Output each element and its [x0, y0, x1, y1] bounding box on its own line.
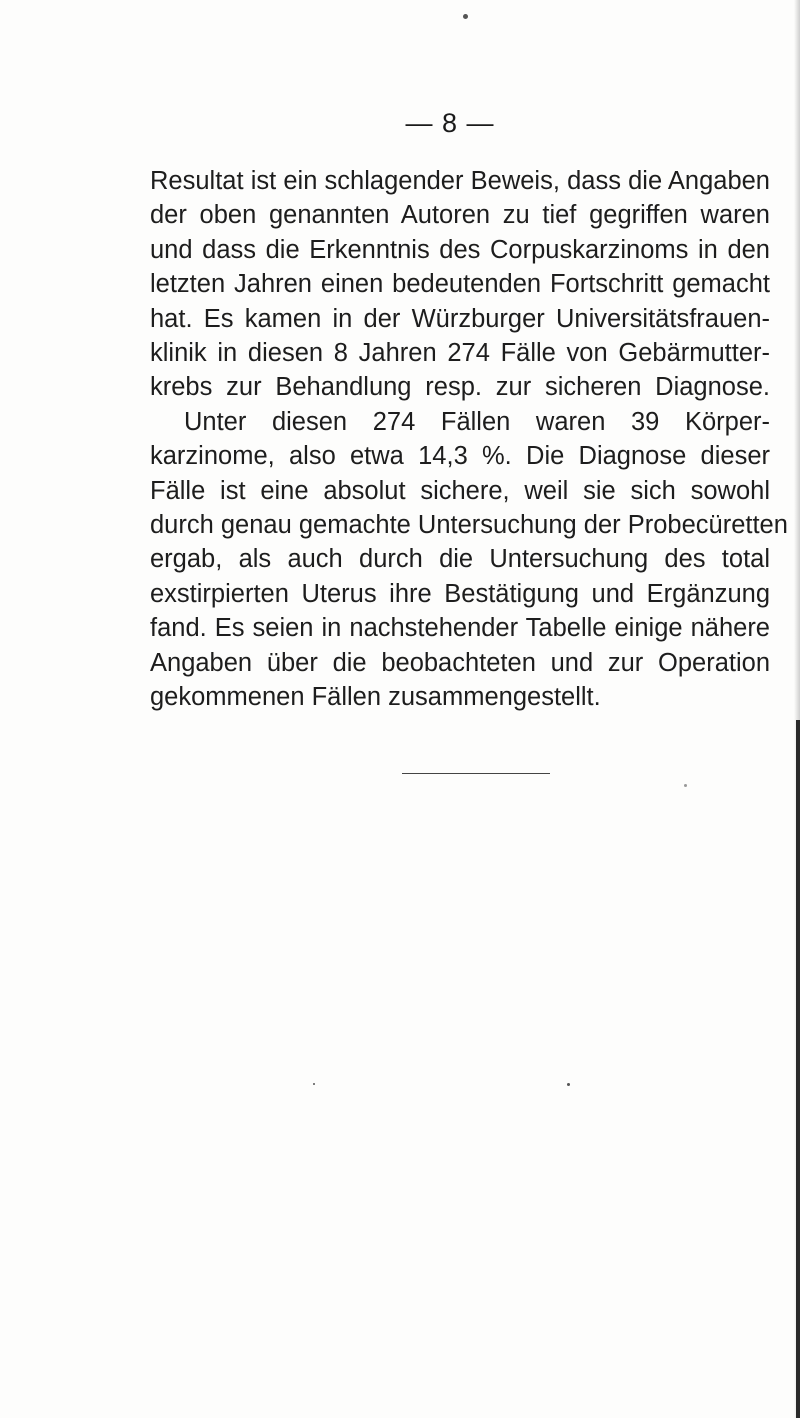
text-line: der oben genannten Autoren zu tief gegriffen waren [150, 201, 770, 230]
text-line: letzten Jahren einen bedeutenden Fortschritt gemacht [150, 270, 770, 299]
horizontal-rule [402, 773, 550, 774]
text-line: ergab, als auch durch die Untersuchung des total [150, 545, 770, 574]
text-line: exstirpierten Uterus ihre Bestätigung und Ergänzung [150, 579, 770, 608]
text-line: und dass die Erkenntnis des Corpuskarzinoms in den [150, 235, 770, 264]
text-line: gekommenen Fällen zusammengestellt. [150, 683, 601, 712]
text-line: Fälle ist eine absolut sichere, weil sie sich sowohl [150, 476, 770, 505]
ink-speck [313, 1083, 315, 1085]
text-line: krebs zur Behandlung resp. zur sicheren Diagnose. [150, 373, 770, 402]
text-line: fand. Es seien in nachstehender Tabelle einige nähere [150, 614, 770, 643]
text-line: karzinome, also etwa 14,3 %. Die Diagnose dieser [150, 442, 770, 471]
ink-speck [684, 784, 687, 787]
ink-speck [463, 14, 468, 19]
text-line: Resultat ist ein schlagender Beweis, dass die Angaben [150, 167, 770, 195]
page-number: — 8 — [405, 108, 495, 138]
ink-speck [567, 1083, 570, 1086]
text-line: klinik in diesen 8 Jahren 274 Fälle von Gebärmutter- [150, 339, 770, 368]
text-line: Unter diesen 274 Fällen waren 39 Körper- [184, 407, 770, 436]
page-edge-dark [796, 720, 800, 1418]
body-paragraph [150, 164, 788, 715]
text-line: hat. Es kamen in der Würzburger Universitätsfrauen- [150, 304, 770, 333]
text-line: durch genau gemachte Untersuchung der Probecüretten [150, 511, 788, 540]
text-line: Angaben über die beobachteten und zur Operation [150, 648, 770, 677]
